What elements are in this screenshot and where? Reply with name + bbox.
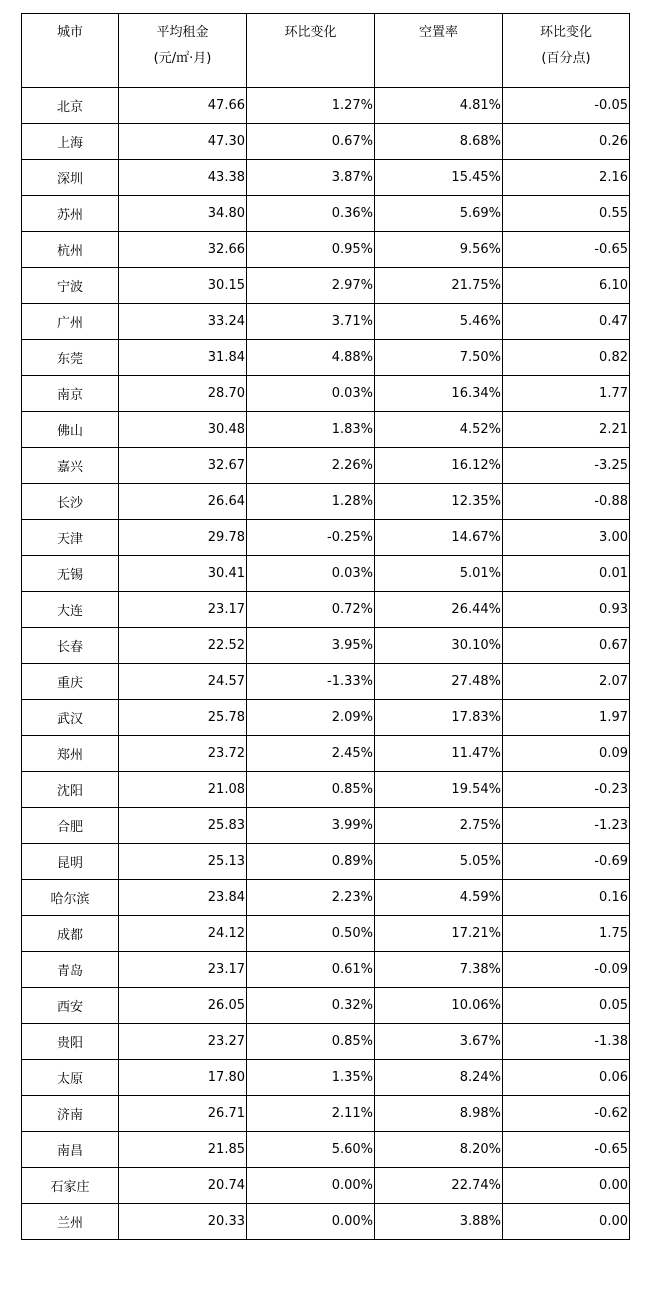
cell-vacancy-change: 1.97: [503, 700, 630, 736]
cell-vacancy-rate: 12.35%: [375, 484, 503, 520]
cell-city: 昆明: [22, 844, 119, 880]
cell-rent-change: 2.23%: [247, 880, 375, 916]
cell-avg-rent: 29.78: [119, 520, 247, 556]
cell-rent-change: 0.61%: [247, 952, 375, 988]
cell-vacancy-change: 0.26: [503, 124, 630, 160]
cell-vacancy-change: 0.01: [503, 556, 630, 592]
header-vacancy-rate-label: 空置率: [418, 25, 458, 40]
cell-vacancy-change: -0.62: [503, 1096, 630, 1132]
cell-rent-change: 3.99%: [247, 808, 375, 844]
cell-city: 宁波: [22, 268, 119, 304]
cell-city: 嘉兴: [22, 448, 119, 484]
cell-rent-change: 3.71%: [247, 304, 375, 340]
cell-avg-rent: 31.84: [119, 340, 247, 376]
cell-avg-rent: 26.05: [119, 988, 247, 1024]
cell-vacancy-rate: 16.12%: [375, 448, 503, 484]
cell-avg-rent: 23.17: [119, 952, 247, 988]
cell-city: 深圳: [22, 160, 119, 196]
cell-vacancy-change: 0.09: [503, 736, 630, 772]
cell-vacancy-rate: 17.21%: [375, 916, 503, 952]
table-row: [22, 268, 630, 304]
cell-vacancy-change: -0.09: [503, 952, 630, 988]
table-row: [22, 484, 630, 520]
cell-city: 杭州: [22, 232, 119, 268]
cell-vacancy-rate: 4.81%: [375, 88, 503, 124]
cell-city: 长沙: [22, 484, 119, 520]
cell-vacancy-rate: 5.46%: [375, 304, 503, 340]
cell-vacancy-change: -0.69: [503, 844, 630, 880]
cell-city: 哈尔滨: [22, 880, 119, 916]
cell-rent-change: 1.28%: [247, 484, 375, 520]
table-row: [22, 1204, 630, 1240]
header-row: [22, 14, 630, 88]
cell-avg-rent: 24.12: [119, 916, 247, 952]
header-vacancy-change-label: 环比变化: [539, 25, 592, 40]
cell-vacancy-change: 0.16: [503, 880, 630, 916]
table-row: [22, 160, 630, 196]
cell-rent-change: 4.88%: [247, 340, 375, 376]
cell-city: 重庆: [22, 664, 119, 700]
cell-rent-change: 0.00%: [247, 1204, 375, 1240]
cell-avg-rent: 21.08: [119, 772, 247, 808]
table-row: [22, 376, 630, 412]
cell-vacancy-rate: 27.48%: [375, 664, 503, 700]
cell-city: 武汉: [22, 700, 119, 736]
cell-city: 广州: [22, 304, 119, 340]
cell-city: 青岛: [22, 952, 119, 988]
cell-vacancy-change: 1.75: [503, 916, 630, 952]
cell-vacancy-rate: 8.24%: [375, 1060, 503, 1096]
cell-vacancy-rate: 8.98%: [375, 1096, 503, 1132]
cell-vacancy-change: 0.47: [503, 304, 630, 340]
cell-city: 上海: [22, 124, 119, 160]
cell-avg-rent: 43.38: [119, 160, 247, 196]
table-row: [22, 628, 630, 664]
table-row: [22, 340, 630, 376]
cell-rent-change: 1.27%: [247, 88, 375, 124]
cell-rent-change: 0.95%: [247, 232, 375, 268]
cell-rent-change: 3.95%: [247, 628, 375, 664]
table-row: [22, 772, 630, 808]
cell-rent-change: 0.50%: [247, 916, 375, 952]
cell-city: 济南: [22, 1096, 119, 1132]
cell-vacancy-rate: 14.67%: [375, 520, 503, 556]
cell-vacancy-change: -3.25: [503, 448, 630, 484]
cell-city: 苏州: [22, 196, 119, 232]
cell-vacancy-change: 2.16: [503, 160, 630, 196]
cell-city: 合肥: [22, 808, 119, 844]
cell-rent-change: 2.97%: [247, 268, 375, 304]
cell-vacancy-rate: 30.10%: [375, 628, 503, 664]
cell-vacancy-rate: 21.75%: [375, 268, 503, 304]
cell-vacancy-change: -0.65: [503, 232, 630, 268]
cell-vacancy-change: 0.00: [503, 1168, 630, 1204]
cell-city: 郑州: [22, 736, 119, 772]
cell-city: 无锡: [22, 556, 119, 592]
cell-avg-rent: 23.84: [119, 880, 247, 916]
cell-rent-change: 2.26%: [247, 448, 375, 484]
table-row: [22, 124, 630, 160]
cell-vacancy-rate: 4.52%: [375, 412, 503, 448]
cell-vacancy-change: -0.65: [503, 1132, 630, 1168]
cell-avg-rent: 23.17: [119, 592, 247, 628]
cell-vacancy-rate: 17.83%: [375, 700, 503, 736]
cell-vacancy-change: 0.06: [503, 1060, 630, 1096]
cell-vacancy-change: 0.55: [503, 196, 630, 232]
cell-rent-change: 0.32%: [247, 988, 375, 1024]
cell-avg-rent: 47.30: [119, 124, 247, 160]
table-row: [22, 988, 630, 1024]
cell-rent-change: 0.36%: [247, 196, 375, 232]
cell-rent-change: 0.89%: [247, 844, 375, 880]
cell-avg-rent: 26.64: [119, 484, 247, 520]
cell-city: 东莞: [22, 340, 119, 376]
cell-avg-rent: 21.85: [119, 1132, 247, 1168]
cell-city: 西安: [22, 988, 119, 1024]
cell-vacancy-rate: 22.74%: [375, 1168, 503, 1204]
rent-table-container: [21, 13, 630, 1240]
header-avg-rent-unit: (元/㎡·月): [153, 51, 212, 66]
cell-city: 天津: [22, 520, 119, 556]
cell-rent-change: 3.87%: [247, 160, 375, 196]
cell-vacancy-rate: 8.20%: [375, 1132, 503, 1168]
header-avg-rent: [119, 14, 247, 88]
cell-vacancy-change: -0.23: [503, 772, 630, 808]
cell-vacancy-rate: 7.50%: [375, 340, 503, 376]
cell-avg-rent: 24.57: [119, 664, 247, 700]
header-avg-rent-label: 平均租金: [156, 25, 209, 40]
cell-avg-rent: 26.71: [119, 1096, 247, 1132]
cell-city: 长春: [22, 628, 119, 664]
cell-vacancy-change: 6.10: [503, 268, 630, 304]
cell-avg-rent: 25.13: [119, 844, 247, 880]
table-row: [22, 520, 630, 556]
cell-rent-change: 2.11%: [247, 1096, 375, 1132]
cell-city: 北京: [22, 88, 119, 124]
cell-avg-rent: 30.48: [119, 412, 247, 448]
cell-city: 太原: [22, 1060, 119, 1096]
cell-rent-change: 2.45%: [247, 736, 375, 772]
cell-rent-change: -0.25%: [247, 520, 375, 556]
cell-vacancy-rate: 5.01%: [375, 556, 503, 592]
table-row: [22, 808, 630, 844]
cell-vacancy-change: 1.77: [503, 376, 630, 412]
table-row: [22, 736, 630, 772]
cell-vacancy-rate: 7.38%: [375, 952, 503, 988]
cell-rent-change: 0.00%: [247, 1168, 375, 1204]
cell-vacancy-rate: 5.05%: [375, 844, 503, 880]
cell-avg-rent: 25.78: [119, 700, 247, 736]
cell-vacancy-rate: 9.56%: [375, 232, 503, 268]
cell-vacancy-change: -0.88: [503, 484, 630, 520]
table-row: [22, 1060, 630, 1096]
table-row: [22, 448, 630, 484]
cell-vacancy-rate: 5.69%: [375, 196, 503, 232]
cell-rent-change: 0.03%: [247, 376, 375, 412]
cell-avg-rent: 32.66: [119, 232, 247, 268]
cell-vacancy-rate: 3.67%: [375, 1024, 503, 1060]
cell-rent-change: 1.83%: [247, 412, 375, 448]
header-rent-change-label: 环比变化: [284, 25, 337, 40]
cell-avg-rent: 30.41: [119, 556, 247, 592]
table-row: [22, 1168, 630, 1204]
cell-avg-rent: 20.74: [119, 1168, 247, 1204]
cell-vacancy-rate: 11.47%: [375, 736, 503, 772]
table-row: [22, 880, 630, 916]
cell-vacancy-change: -1.38: [503, 1024, 630, 1060]
cell-rent-change: 2.09%: [247, 700, 375, 736]
header-vacancy-rate: [375, 14, 503, 88]
cell-vacancy-change: -0.05: [503, 88, 630, 124]
cell-avg-rent: 23.27: [119, 1024, 247, 1060]
cell-city: 兰州: [22, 1204, 119, 1240]
cell-rent-change: 5.60%: [247, 1132, 375, 1168]
cell-avg-rent: 25.83: [119, 808, 247, 844]
header-city: [22, 14, 119, 88]
cell-rent-change: 0.67%: [247, 124, 375, 160]
table-row: [22, 664, 630, 700]
table-row: [22, 700, 630, 736]
cell-city: 沈阳: [22, 772, 119, 808]
cell-avg-rent: 23.72: [119, 736, 247, 772]
table-row: [22, 952, 630, 988]
cell-avg-rent: 34.80: [119, 196, 247, 232]
table-row: [22, 1132, 630, 1168]
cell-rent-change: 0.72%: [247, 592, 375, 628]
cell-rent-change: 0.85%: [247, 772, 375, 808]
cell-vacancy-change: 0.00: [503, 1204, 630, 1240]
cell-vacancy-change: -1.23: [503, 808, 630, 844]
cell-vacancy-rate: 16.34%: [375, 376, 503, 412]
cell-rent-change: 0.03%: [247, 556, 375, 592]
cell-avg-rent: 28.70: [119, 376, 247, 412]
cell-avg-rent: 20.33: [119, 1204, 247, 1240]
cell-avg-rent: 17.80: [119, 1060, 247, 1096]
table-row: [22, 1024, 630, 1060]
cell-city: 石家庄: [22, 1168, 119, 1204]
cell-vacancy-rate: 15.45%: [375, 160, 503, 196]
table-row: [22, 556, 630, 592]
cell-vacancy-change: 0.05: [503, 988, 630, 1024]
cell-city: 佛山: [22, 412, 119, 448]
cell-vacancy-rate: 2.75%: [375, 808, 503, 844]
table-row: [22, 592, 630, 628]
cell-vacancy-change: 0.82: [503, 340, 630, 376]
table-row: [22, 232, 630, 268]
cell-vacancy-rate: 3.88%: [375, 1204, 503, 1240]
cell-rent-change: 0.85%: [247, 1024, 375, 1060]
table-row: [22, 196, 630, 232]
cell-avg-rent: 33.24: [119, 304, 247, 340]
header-city-label: 城市: [56, 25, 83, 40]
table-row: [22, 304, 630, 340]
cell-vacancy-rate: 10.06%: [375, 988, 503, 1024]
cell-avg-rent: 47.66: [119, 88, 247, 124]
cell-city: 南昌: [22, 1132, 119, 1168]
cell-rent-change: -1.33%: [247, 664, 375, 700]
cell-city: 大连: [22, 592, 119, 628]
cell-vacancy-change: 2.21: [503, 412, 630, 448]
cell-vacancy-change: 0.67: [503, 628, 630, 664]
table-row: [22, 412, 630, 448]
cell-vacancy-rate: 19.54%: [375, 772, 503, 808]
cell-vacancy-change: 2.07: [503, 664, 630, 700]
header-vacancy-change: [503, 14, 630, 88]
header-vacancy-change-unit: (百分点): [541, 51, 591, 66]
table-row: [22, 916, 630, 952]
table-row: [22, 844, 630, 880]
cell-avg-rent: 22.52: [119, 628, 247, 664]
cell-city: 南京: [22, 376, 119, 412]
rent-vacancy-table: [21, 13, 630, 1240]
cell-vacancy-change: 3.00: [503, 520, 630, 556]
cell-avg-rent: 32.67: [119, 448, 247, 484]
cell-avg-rent: 30.15: [119, 268, 247, 304]
cell-city: 贵阳: [22, 1024, 119, 1060]
cell-vacancy-rate: 8.68%: [375, 124, 503, 160]
cell-city: 成都: [22, 916, 119, 952]
header-rent-change: [247, 14, 375, 88]
table-row: [22, 1096, 630, 1132]
cell-vacancy-change: 0.93: [503, 592, 630, 628]
table-header: [22, 14, 630, 88]
table-body: [22, 88, 630, 1240]
cell-vacancy-rate: 4.59%: [375, 880, 503, 916]
table-row: [22, 88, 630, 124]
cell-vacancy-rate: 26.44%: [375, 592, 503, 628]
cell-rent-change: 1.35%: [247, 1060, 375, 1096]
